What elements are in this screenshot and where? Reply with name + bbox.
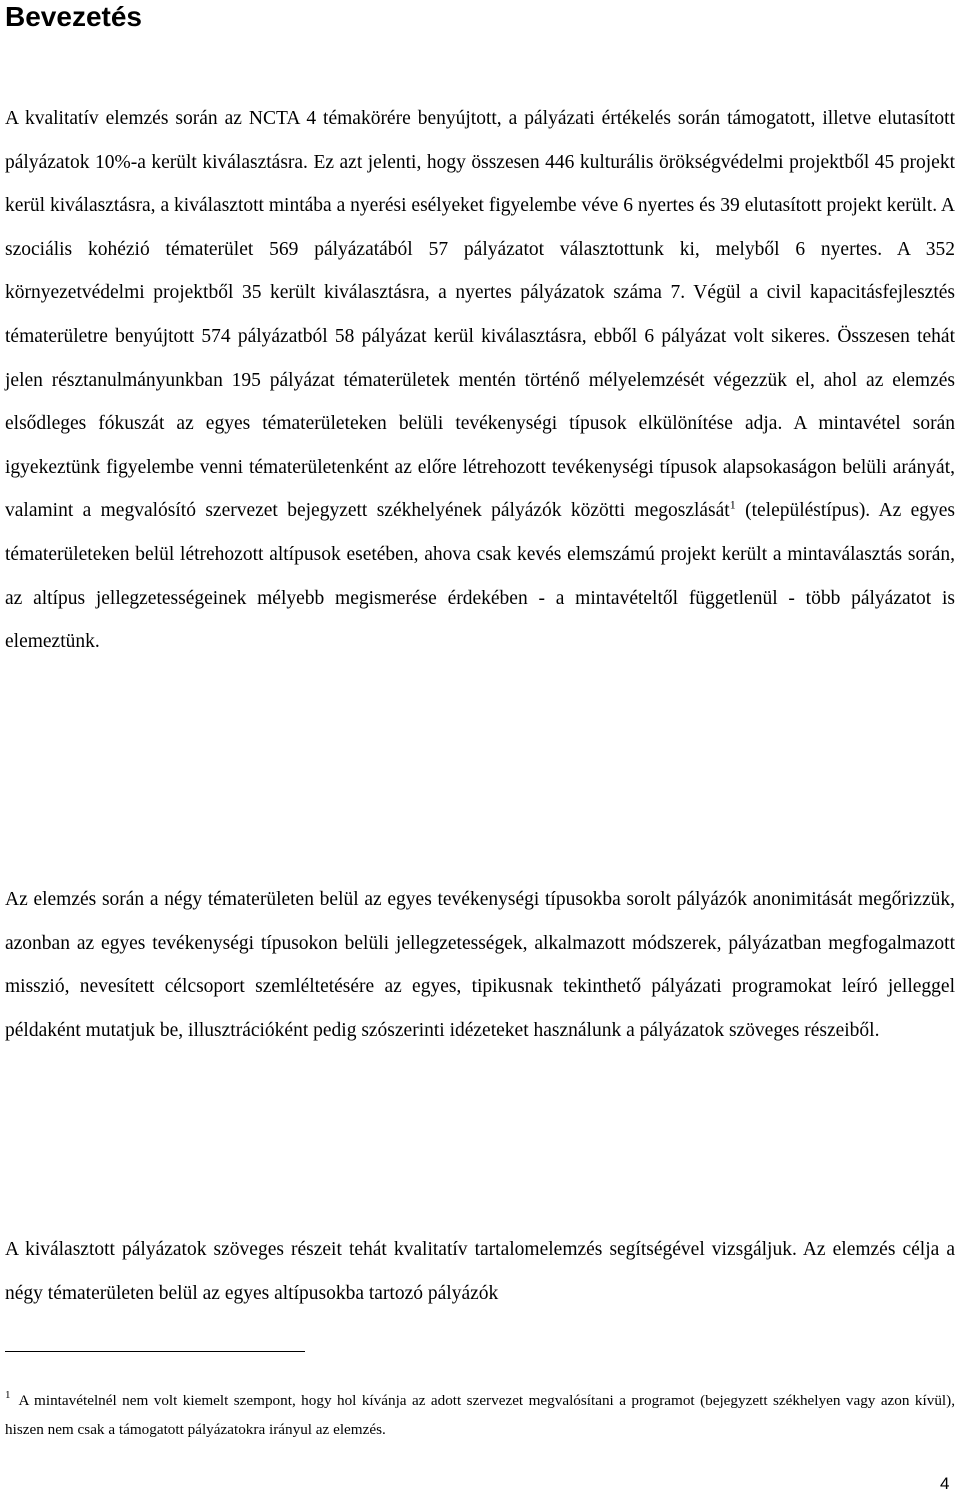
paragraph-sampling	[5, 97, 955, 664]
footnote-text: A mintavételnél nem volt kiemelt szempont, hogy hol kívánja az adott szervezet megvalósítani a programot (bejegyzett székhelyen vagy azon kívül), hiszen nem csak a támogatott pályázatokra irányul az elemzés.	[5, 1392, 955, 1438]
footnote-reference[interactable]: 1	[729, 497, 736, 512]
section-heading: Bevezetés	[5, 1, 142, 32]
paragraph-sampling-text-continued: (településtípus). Az egyes tématerületeken belül létrehozott altípusok esetében, ahova csak kevés elemszámú projekt került a mintaválasztás során, az altípus jellegzetességeinek mélyebb megismerése érdekében - a mintavételtől függetlenül - több pályázatot is elemeztünk.	[5, 500, 955, 653]
page-number: 4	[940, 1474, 950, 1493]
footnote-separator	[5, 1351, 305, 1352]
footnote	[5, 1386, 955, 1444]
paragraph-content-analysis: A kiválasztott pályázatok szöveges részeit tehát kvalitatív tartalomelemzés segítségével vizsgáljuk. Az elemzés célja a négy tématerületen belül az egyes altípusokba tartozó pályázók	[5, 1239, 955, 1304]
footnote-marker: 1	[5, 1388, 11, 1401]
paragraph-anonymity: Az elemzés során a négy tématerületen belül az egyes tevékenységi típusokba sorolt pályázók anonimitását megőrizzük, azonban az egyes tevékenységi típusokon belüli jellegzetességek, alkalmazott módszerek, pályázatban megfogalmazott misszió, nevesített célcsoport szemléltetésére az egyes, tipikusnak tekinthető pályázati programokat leíró jelleggel példaként mutatjuk be, illusztrációként pedig szószerinti idézeteket használunk a pályázatok szöveges részeiből.	[5, 889, 955, 1041]
paragraph-sampling-text: A kvalitatív elemzés során az NCTA 4 témakörére benyújtott, a pályázati értékelés során támogatott, illetve elutasított pályázatok 10%-a került kiválasztásra. Ez azt jelenti, hogy összesen 446 kulturális örökségvédelmi projektből 45 projekt kerül kiválasztásra, a kiválasztott mintába a nyerési esélyeket figyelembe véve 6 nyertes és 39 elutasított projekt került. A szociális kohézió tématerület 569 pályázatából 57 pályázatot választottunk ki, melyből 6 nyertes. A 352 környezetvédelmi projektből 35 került kiválasztásra, a nyertes pályázatok száma 7. Végül a civil kapacitásfejlesztés tématerületre benyújtott 574 pályázatból 58 pályázat kerül kiválasztásra, ebből 6 pályázat volt sikeres. Összesen tehát jelen résztanulmányunkban 195 pályázat tématerületek mentén történő mélyelemzését végezzük el, ahol az elemzés elsődleges fókuszát az egyes tématerületeken belüli tevékenységi típusok elkülönítése adja. A mintavétel során igyekeztünk figyelembe venni tématerületenként az előre létrehozott tevékenységi típusok alapsokaságon belüli arányát, valamint a megvalósító szervezet bejegyzett székhelyének pályázók közötti megoszlását	[5, 108, 955, 522]
